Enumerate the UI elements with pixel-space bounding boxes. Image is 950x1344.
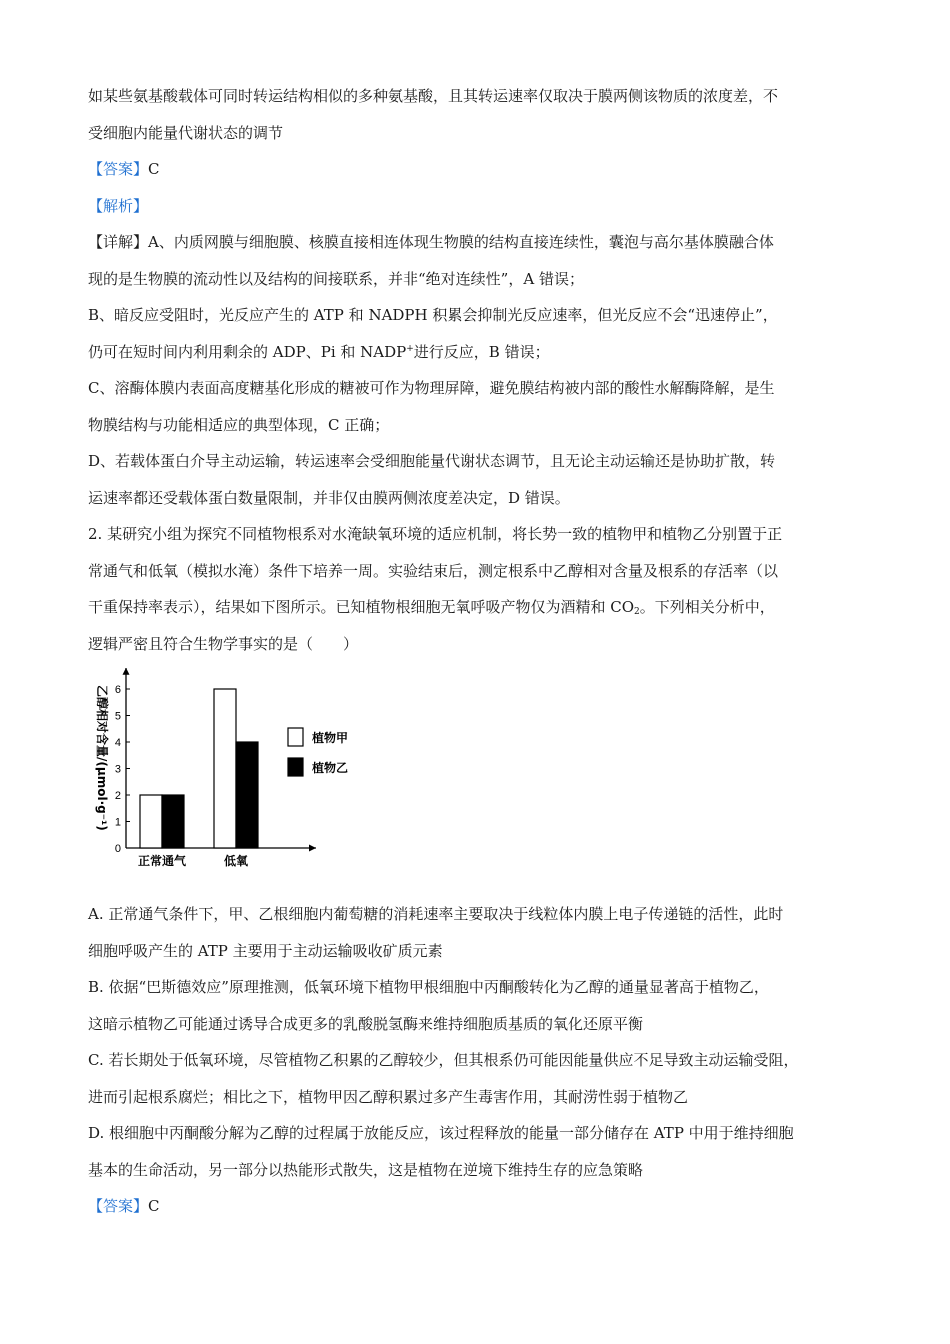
detail-d-line-2: 运速率都还受载体蛋白数量限制，并非仅由膜两侧浓度差决定，D 错误。 — [88, 488, 570, 507]
detail-b-line-1: B、暗反应受阻时，光反应产生的 ATP 和 NADPH 积累会抑制光反应速率，但光反应不会“迅速停止”， — [88, 306, 778, 324]
option-c-line-2: 进而引起根系腐烂；相比之下，植物甲因乙醇积累过多产生毒害作用，其耐涝性弱于植物乙 — [88, 1087, 689, 1106]
y-tick-label-0: 0 — [114, 843, 121, 855]
option-b-line-1: B. 依据“巴斯德效应”原理推测，低氧环境下植物甲根细胞中丙酮酸转化为乙醇的通量显著高于植物乙， — [88, 978, 769, 996]
detail-b-line-2 — [88, 334, 868, 371]
detail-d-line-1: D、若载体蛋白介导主动运输，转运速率会受细胞能量代谢状态调节，且无论主动运输还是协助扩散，转 — [88, 452, 776, 470]
x-category-label-1: 低氧 — [223, 854, 249, 868]
prev-option-d-line-1: 如某些氨基酸载体可同时转运结构相似的多种氨基酸，且其转运速率仅取决于膜两侧该物质的浓度差，不 — [88, 87, 779, 105]
ethanol-chart-container — [88, 668, 868, 892]
y-tick-label-2: 2 — [114, 790, 121, 802]
detail-tag: 【详解】 — [88, 233, 149, 251]
detail-a-line-2: 现的是生物膜的流动性以及结构的间接联系，并非“绝对连续性”，A 错误； — [88, 269, 584, 288]
question-2-stem-4: 逻辑严密且符合生物学事实的是（ ） — [88, 634, 359, 653]
detail-c-line-2: 物膜结构与功能相适应的典型体现，C 正确； — [88, 415, 390, 434]
ethanol-bar-chart — [88, 668, 388, 892]
question-2-stem-3 — [88, 589, 868, 626]
y-tick-label-1: 1 — [114, 816, 121, 829]
detail-b-text-pre: 仍可在短时间内利用剩余的 ADP、Pi 和 NADP — [88, 342, 407, 361]
y-tick-label-3: 3 — [114, 763, 121, 776]
x-axis-arrow — [309, 845, 316, 852]
answer-value: C — [148, 160, 160, 178]
x-category-label-0: 正常通气 — [137, 854, 187, 868]
y-tick-label-6: 6 — [114, 684, 121, 696]
detail-b-text-post: 进行反应，B 错误； — [413, 342, 550, 361]
prev-option-d-line-2: 受细胞内能量代谢状态的调节 — [88, 123, 284, 142]
bar-1-1 — [236, 742, 258, 848]
answer-value: C — [148, 1197, 160, 1215]
legend-swatch-1 — [288, 758, 303, 776]
question-2-answer — [88, 1188, 868, 1225]
co2-subscript: 2 — [634, 607, 640, 617]
stem-3-post: 。下列相关分析中， — [639, 598, 775, 616]
prev-answer — [88, 151, 868, 188]
bar-1-0 — [214, 689, 236, 848]
legend-label-1: 植物乙 — [312, 761, 349, 775]
detail-a-line-1 — [88, 224, 868, 261]
legend-label-0: 植物甲 — [312, 731, 349, 745]
bar-0-1 — [162, 795, 184, 848]
option-c-line-1: C. 若长期处于低氧环境，尽管植物乙积累的乙醇较少，但其根系仍可能因能量供应不足导致主动运输受阻， — [88, 1051, 799, 1069]
bar-0-0 — [140, 795, 162, 848]
y-tick-label-5: 5 — [114, 710, 121, 723]
detail-c-line-1: C、溶酶体膜内表面高度糖基化形成的糖被可作为物理屏障，避免膜结构被内部的酸性水解酶降解，是生 — [88, 379, 775, 397]
option-b-line-2: 这暗示植物乙可能通过诱导合成更多的乳酸脱氢酶来维持细胞质基质的氧化还原平衡 — [88, 1014, 644, 1033]
answer-tag: 【答案】 — [88, 1197, 149, 1215]
y-axis-label: 乙醇相对含量/(μmol·g⁻¹) — [95, 685, 109, 831]
stem-3-pre: 干重保持率表示），结果如下图所示。已知植物根细胞无氧呼吸产物仅为酒精和 CO — [88, 598, 635, 616]
option-d-line-1: D. 根细胞中丙酮酸分解为乙醇的过程属于放能反应，该过程释放的能量一部分储存在 ATP 中用于维持细胞 — [88, 1124, 794, 1142]
legend-swatch-0 — [288, 728, 303, 746]
option-d-line-2: 基本的生命活动，另一部分以热能形式散失，这是植物在逆境下维持生存的应急策略 — [88, 1160, 644, 1179]
question-2-stem-2: 常通气和低氧（模拟水淹）条件下培养一周。实验结束后，测定根系中乙醇相对含量及根系的存活率（以 — [88, 561, 779, 580]
document-page — [88, 78, 868, 1225]
analysis-heading — [88, 188, 868, 225]
y-axis-arrow — [123, 668, 130, 675]
y-tick-label-4: 4 — [114, 737, 121, 749]
option-a-line-1: A. 正常通气条件下，甲、乙根细胞内葡萄糖的消耗速率主要取决于线粒体内膜上电子传递链的活性，此时 — [88, 905, 784, 923]
answer-tag: 【答案】 — [88, 160, 149, 178]
option-a-line-2: 细胞呼吸产生的 ATP 主要用于主动运输吸收矿质元素 — [88, 941, 443, 960]
question-2-stem-1: 2. 某研究小组为探究不同植物根系对水淹缺氧环境的适应机制，将长势一致的植物甲和植物乙分别置于正 — [88, 525, 783, 543]
detail-a-text-1: A、内质网膜与细胞膜、核膜直接相连体现生物膜的结构直接连续性，囊泡与高尔基体膜融合体 — [148, 233, 774, 251]
analysis-tag: 【解析】 — [88, 196, 149, 215]
detail-b-superscript: + — [406, 343, 414, 354]
